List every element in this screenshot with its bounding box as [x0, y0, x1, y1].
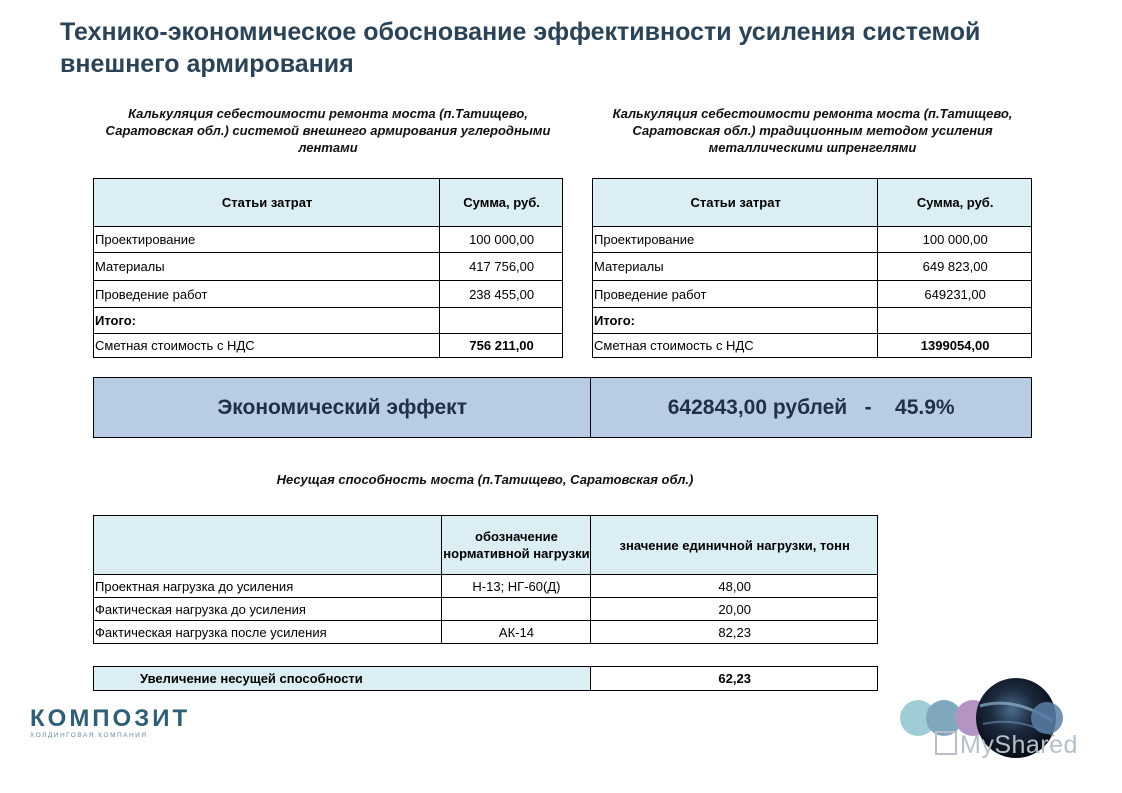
load-type: Фактическая нагрузка после усиления	[94, 621, 442, 644]
economic-effect-value: 642843,00 рублей - 45.9%	[591, 378, 1032, 438]
increase-table	[93, 666, 878, 691]
capacity-table	[93, 515, 878, 644]
company-logo	[30, 707, 190, 739]
circle-small-blue	[1031, 702, 1063, 734]
cost-value	[878, 308, 1032, 334]
cost-value: 100 000,00	[440, 227, 563, 253]
table-row	[593, 308, 1032, 334]
load-value: 48,00	[591, 575, 878, 598]
table-row	[593, 227, 1032, 253]
cost-value: 649231,00	[878, 281, 1032, 308]
right-caption: Калькуляция себестоимости ремонта моста (п.Татищево, Саратовская обл.) традиционным методом усиления металлическими шпренгелями	[612, 106, 1013, 155]
load-type: Проектная нагрузка до усиления	[94, 575, 442, 598]
right-cost-table	[592, 178, 1032, 358]
increase-label: Увеличение несущей способности	[94, 667, 591, 691]
total-label: Итого:	[593, 308, 878, 334]
load-value: 20,00	[591, 598, 878, 621]
cost-item: Проектирование	[94, 227, 440, 253]
load-designation	[441, 598, 591, 621]
column-header: обозначение нормативной нагрузки	[441, 516, 591, 575]
total-label: Итого:	[94, 308, 440, 334]
cost-value: 417 756,00	[440, 253, 563, 281]
column-header: Статьи затрат	[94, 179, 440, 227]
table-row	[94, 575, 878, 598]
capacity-caption: Несущая способность моста (п.Татищево, Саратовская обл.)	[276, 472, 694, 487]
logo-subtitle: ХОЛДИНГОВАЯ КОМПАНИЯ	[30, 732, 148, 739]
column-header	[94, 516, 442, 575]
table-row	[94, 308, 563, 334]
table-row	[593, 253, 1032, 281]
page-title: Технико-экономическое обоснование эффективности усиления системой внешнего армирования	[60, 18, 981, 78]
cost-item: Проведение работ	[593, 281, 878, 308]
logo-name: КОМПОЗИТ	[30, 705, 191, 732]
table-row	[94, 334, 563, 358]
table-row	[94, 621, 878, 644]
cost-value	[440, 308, 563, 334]
cost-value: 649 823,00	[878, 253, 1032, 281]
cost-item: Проведение работ	[94, 281, 440, 308]
table-row	[94, 253, 563, 281]
cost-item: Материалы	[593, 253, 878, 281]
watermark-text: MyShared	[960, 731, 1078, 759]
load-designation: Н-13; НГ-60(Д)	[441, 575, 591, 598]
table-row	[593, 281, 1032, 308]
cost-item: Сметная стоимость с НДС	[593, 334, 878, 358]
table-row	[593, 334, 1032, 358]
column-header: Статьи затрат	[593, 179, 878, 227]
load-type: Фактическая нагрузка до усиления	[94, 598, 442, 621]
left-cost-table	[93, 178, 563, 358]
table-row	[94, 227, 563, 253]
left-caption: Калькуляция себестоимости ремонта моста (п.Татищево, Саратовская обл.) системой внешнего армирования углеродными лентами	[105, 106, 551, 155]
economic-effect-table	[93, 377, 1032, 438]
column-header: Сумма, руб.	[440, 179, 563, 227]
increase-value: 62,23	[591, 667, 878, 691]
watermark	[935, 731, 1078, 760]
cost-value: 100 000,00	[878, 227, 1032, 253]
cost-item: Проектирование	[593, 227, 878, 253]
column-header: значение единичной нагрузки, тонн	[591, 516, 878, 575]
table-row	[94, 598, 878, 621]
cost-total-value: 756 211,00	[440, 334, 563, 358]
cost-item: Материалы	[94, 253, 440, 281]
column-header: Сумма, руб.	[878, 179, 1032, 227]
load-designation: АК-14	[441, 621, 591, 644]
cost-value: 238 455,00	[440, 281, 563, 308]
table-row	[94, 281, 563, 308]
presentation-icon	[935, 731, 957, 755]
economic-effect-label: Экономический эффект	[94, 378, 591, 438]
cost-total-value: 1399054,00	[878, 334, 1032, 358]
load-value: 82,23	[591, 621, 878, 644]
cost-item: Сметная стоимость с НДС	[94, 334, 440, 358]
